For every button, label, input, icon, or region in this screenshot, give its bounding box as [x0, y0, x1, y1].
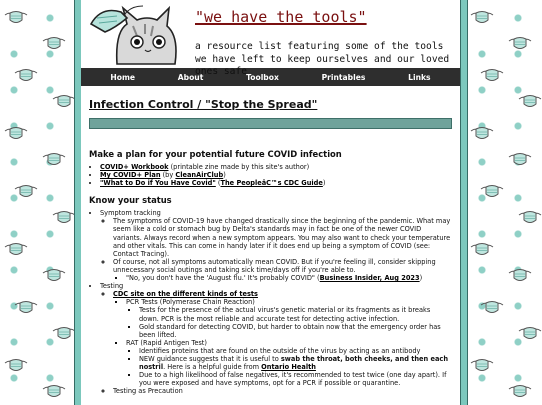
main-nav	[81, 68, 460, 86]
list-item-text: )	[419, 274, 423, 283]
page-border-right	[460, 0, 468, 405]
face-mask-icon	[480, 68, 504, 88]
face-mask-icon	[14, 68, 38, 88]
face-mask-icon	[470, 242, 494, 262]
face-mask-icon	[4, 10, 28, 30]
face-mask-icon	[470, 126, 494, 146]
list-item: ▪ Gold standard for detecting COVID, but harder to obtain now that the emergency order has been lifted.	[139, 323, 452, 339]
list-item-text: )	[322, 179, 326, 188]
plan-list	[89, 163, 452, 187]
list-item	[100, 163, 452, 171]
background-pattern-left	[0, 0, 78, 405]
list-item: ▪ Tests for the presence of the actual virus's genetic material or its fragments as it breaks down. PCR is the most reliable and accurate test for detecting active infection.	[139, 306, 452, 322]
list-item	[100, 179, 452, 187]
cat-mask-logo-icon	[87, 2, 187, 64]
face-mask-icon	[470, 10, 494, 30]
list-item	[126, 298, 452, 338]
face-mask-icon	[42, 36, 66, 56]
main-content	[81, 86, 460, 395]
face-mask-icon	[4, 242, 28, 262]
page-container	[81, 0, 460, 405]
face-mask-icon	[508, 268, 532, 288]
site-title[interactable]: "we have the tools"	[195, 8, 367, 26]
list-item	[100, 171, 452, 179]
list-item: ◦ The symptoms of COVID-19 have changed drastically since the beginning of the pandemic. What may seem like a cold or stomach bug by Delta's standards may in fact be one of the newer COVID variants. Always record when a new symptom appears. You may also want to check your temperature and other vitals. This can come in handy later if it does end up being a symptom of COVID (see: Contact Tracing).	[113, 217, 452, 257]
list-item	[113, 258, 452, 282]
list-item	[113, 290, 452, 387]
nav-toolbox[interactable]: Toolbox	[246, 72, 279, 82]
face-mask-icon	[518, 210, 542, 230]
status-list	[89, 209, 452, 395]
list-item-text: Of course, not all symptoms automatically mean COVID. But if you're feeling ill, consider skipping unnecessary social outings and taking sick time/days off if you're able to.	[113, 257, 436, 274]
list-item-text: (by	[160, 171, 176, 180]
face-mask-icon	[508, 36, 532, 56]
page-title: Infection Control / "Stop the Spread"	[89, 98, 318, 111]
title-divider-bar	[89, 118, 452, 129]
testing-label: Testing	[100, 282, 124, 291]
cleanairclub-link[interactable]: CleanAirClub	[175, 171, 224, 180]
nav-printables[interactable]: Printables	[321, 72, 366, 82]
quote-text: "No, you don't have the 'August flu.' It's probably COVID" (	[126, 274, 320, 283]
swab-instructions: swab the throat, both cheeks, and then each nostril	[139, 354, 449, 372]
face-mask-icon	[14, 300, 38, 320]
what-to-do-link[interactable]: "What to Do if You Have Covid"	[100, 179, 216, 188]
list-item	[100, 282, 452, 395]
plan-heading: Make a plan for your potential future COVID infection	[89, 149, 342, 159]
business-insider-link[interactable]: Business Insider, Aug 2023	[319, 274, 420, 283]
list-item-text: )	[223, 171, 226, 180]
face-mask-icon	[52, 210, 76, 230]
nav-home[interactable]: Home	[110, 72, 136, 82]
list-item: ▪ Due to a high likelihood of false negatives, it's recommended to test twice (one day apart). If you were exposed and have symptoms, opt for a PCR if possible or quarantine.	[139, 371, 452, 387]
cdc-tests-link[interactable]: CDC site on the different kinds of tests	[113, 290, 258, 299]
rat-title: RAT (Rapid Antigen Test)	[126, 338, 207, 347]
peoples-cdc-link[interactable]: The PeopleâC™s CDC Guide	[220, 179, 323, 188]
face-mask-icon	[480, 300, 504, 320]
nav-links[interactable]: Links	[408, 72, 431, 82]
face-mask-icon	[4, 358, 28, 378]
face-mask-icon	[52, 326, 76, 346]
list-item: ▪ Identifies proteins that are found on the outside of the virus by acting as an antibody	[139, 347, 452, 355]
background-pattern-right	[462, 0, 540, 405]
face-mask-icon	[508, 384, 532, 404]
status-heading: Know your status	[89, 195, 172, 206]
list-item: ◦ Testing as Precaution	[113, 387, 452, 395]
face-mask-icon	[4, 126, 28, 146]
list-item-text: NEW guidance suggests that it is useful to	[139, 354, 281, 363]
face-mask-icon	[518, 326, 542, 346]
nav-about[interactable]: About	[177, 72, 204, 82]
list-item	[139, 355, 452, 371]
face-mask-icon	[470, 358, 494, 378]
covid-workbook-link[interactable]: COVID+ Workbook	[100, 163, 169, 171]
face-mask-icon	[52, 94, 76, 114]
my-covid-plan-link[interactable]: My COVID+ Plan	[100, 171, 161, 180]
pcr-title: PCR Tests (Polymerase Chain Reaction)	[126, 298, 255, 307]
face-mask-icon	[14, 184, 38, 204]
face-mask-icon	[42, 152, 66, 172]
list-item-text: (printable zine made by this site's author)	[168, 163, 310, 171]
list-item	[126, 274, 452, 282]
face-mask-icon	[42, 268, 66, 288]
list-item	[100, 209, 452, 282]
list-item-text: (	[215, 179, 221, 188]
face-mask-icon	[518, 94, 542, 114]
face-mask-icon	[508, 152, 532, 172]
face-mask-icon	[42, 384, 66, 404]
list-item-text: . Here is a helpful guide from	[163, 363, 262, 372]
ontario-health-link[interactable]: Ontario Health	[261, 363, 316, 372]
site-tagline: a resource list featuring some of the tools we have left to keep ourselves and our loved ones safe	[195, 41, 450, 77]
face-mask-icon	[480, 184, 504, 204]
list-item	[126, 339, 452, 388]
symptom-tracking-label: Symptom tracking	[100, 209, 161, 218]
